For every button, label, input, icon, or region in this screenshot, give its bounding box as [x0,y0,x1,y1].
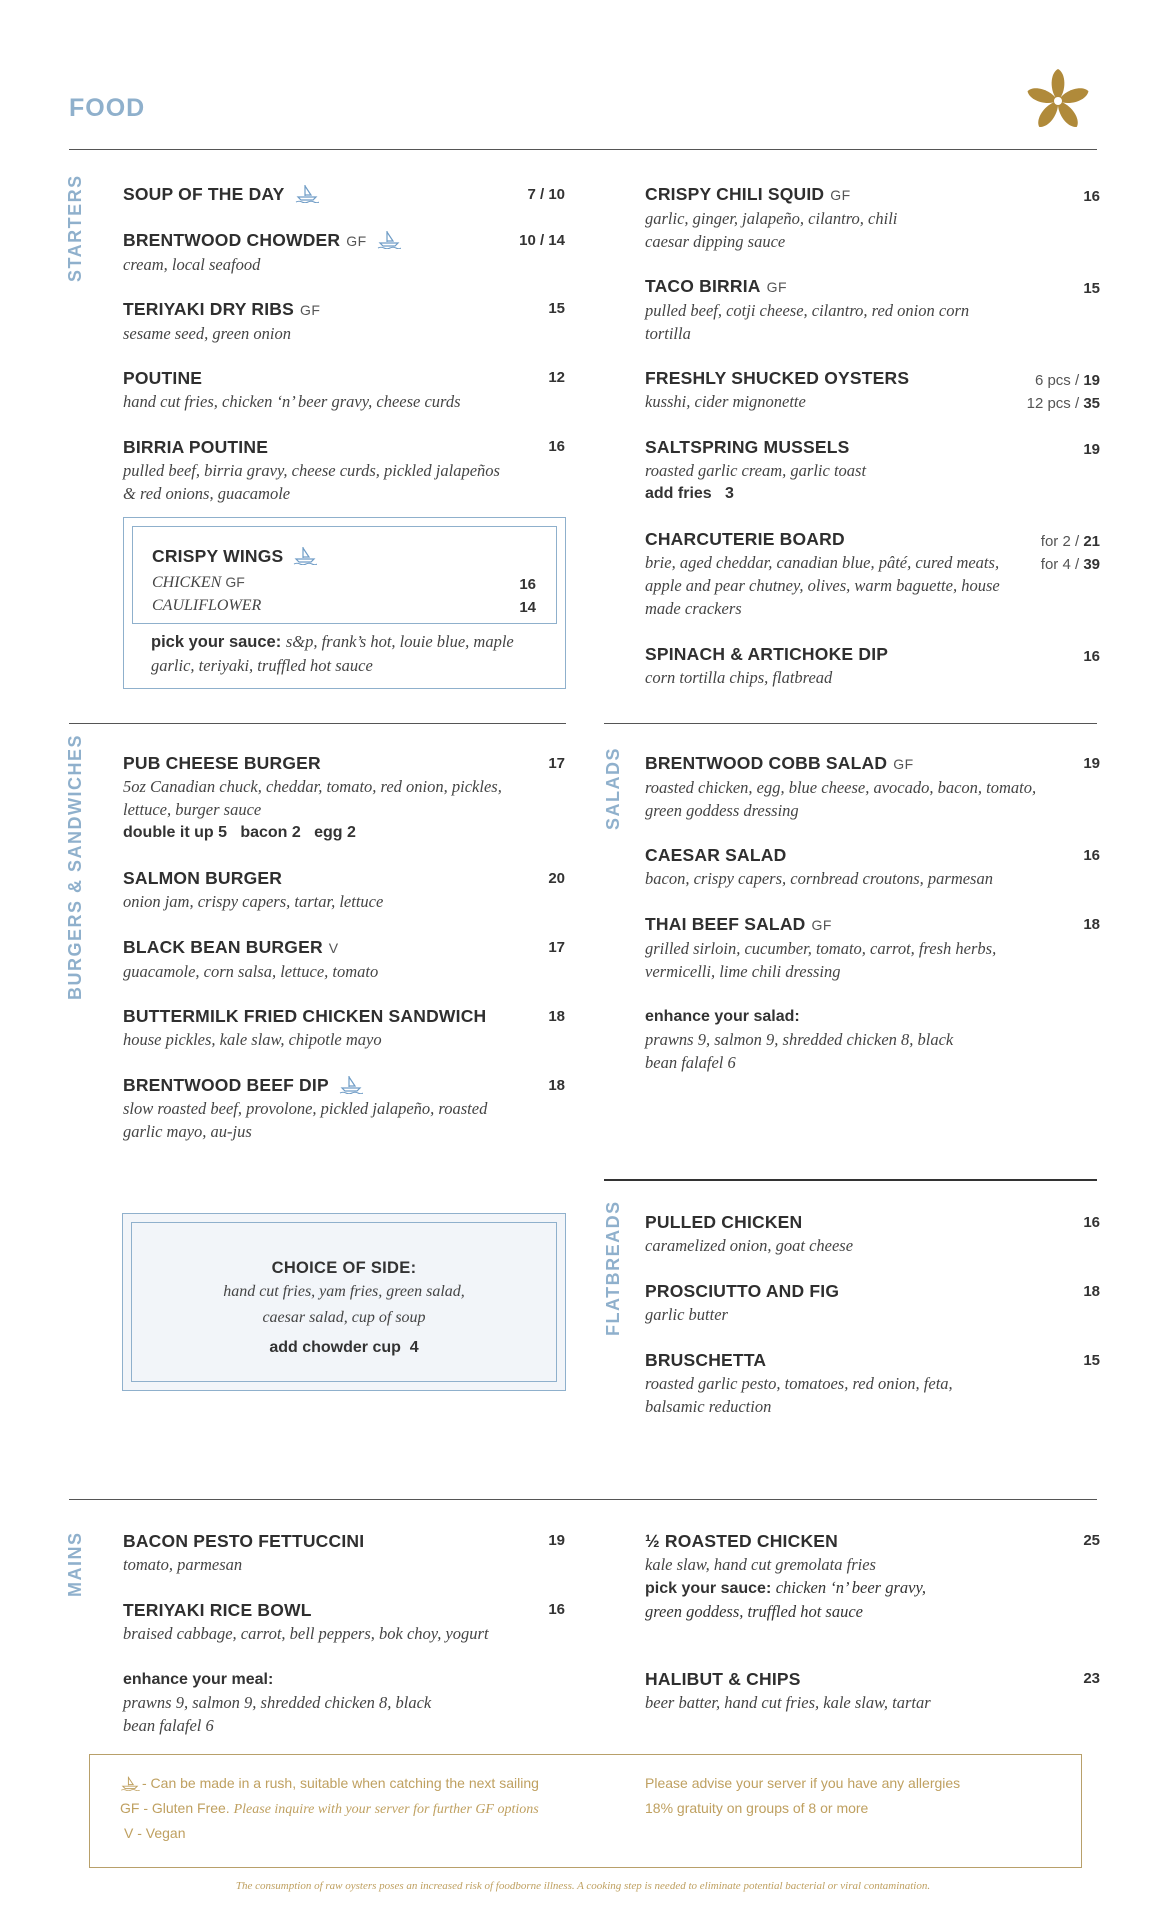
side-title: CHOICE OF SIDE: [271,1259,417,1277]
crispy-wings-box [123,517,566,689]
menu-item [123,229,401,276]
item-price: 15 [1083,1352,1100,1369]
boat-icon [295,183,319,203]
header-divider [69,149,1097,150]
option-price: 14 [519,599,536,616]
menu-item [123,436,503,505]
item-price: 25 [1083,1532,1100,1549]
section-label-flatbreads: FLATBREADS [603,1200,623,1336]
wing-option-chicken [152,574,245,592]
item-name: PROSCIUTTO AND FIG [645,1281,840,1301]
oyster-disclaimer: The consumption of raw oysters poses an increased risk of foodborne illness. A cooking step is needed to eliminate potential bacterial or viral contamination. [235,1880,931,1892]
menu-item [123,867,383,913]
price-qty: for 4 / [1040,556,1080,573]
item-name: CRISPY WINGS [152,546,284,566]
item-price-line [1041,530,1100,553]
meal-enhance [123,1668,433,1737]
item-description: sesame seed, green onion [123,324,292,343]
menu-item [645,1211,853,1257]
item-price: 16 [548,1601,565,1618]
item-price: 23 [1083,1670,1100,1687]
menu-item [645,367,909,413]
gf-tag: GF [299,302,321,318]
item-description: garlic, ginger, jalapeño, cilantro, chili caesar dipping sauce [645,209,898,251]
side-options-line: caesar salad, cup of soup [262,1309,426,1326]
section-divider [604,723,1097,724]
item-price: 17 [548,939,565,956]
item-name: SALTSPRING MUSSELS [645,437,850,457]
extra-price: 3 [725,485,734,502]
item-description: brie, aged cheddar, canadian blue, pâté, cured meats, apple and pear chutney, olives, warm baguette, house made crackers [645,553,1000,618]
item-name: BRUSCHETTA [645,1350,767,1370]
item-price: 10 / 14 [519,232,565,249]
extra-label: add fries [645,485,712,502]
menu-item [645,528,1000,620]
gf-tag: GF [811,917,832,933]
section-label-starters: STARTERS [65,174,85,282]
price-value: 21 [1083,533,1100,550]
item-description: kale slaw, hand cut gremolata fries [645,1555,876,1574]
item-description: bacon, crispy capers, cornbread croutons, parmesan [645,869,993,888]
item-description: onion jam, crispy capers, tartar, lettuce [123,892,384,911]
item-description: corn tortilla chips, flatbread [645,668,833,687]
item-name: BRENTWOOD CHOWDER [123,230,341,250]
sauce-label: pick your sauce: [645,1580,772,1597]
price-value: 19 [1083,372,1100,389]
item-description: slow roasted beef, provolone, pickled jalapeño, roasted garlic mayo, au-jus [123,1099,488,1141]
menu-item [645,643,888,689]
gf-tag: GF [830,187,851,203]
item-price: 20 [548,870,565,887]
legend-gf-prefix: GF - Gluten Free. [120,1800,230,1816]
item-name: POUTINE [123,368,203,388]
sauce-options: s&p, frank’s hot, louie blue, maple garlic, teriyaki, truffled hot sauce [151,632,514,675]
item-description: beer batter, hand cut fries, kale slaw, tartar [645,1693,931,1712]
item-price: 18 [548,1008,565,1025]
menu-item [645,183,935,253]
item-description: grilled sirloin, cucumber, tomato, carrot, fresh herbs, vermicelli, lime chili dressing [645,939,997,981]
item-price: 19 [1083,441,1100,458]
item-price: 16 [1083,1214,1100,1231]
item-name: CRISPY CHILI SQUID [645,184,825,204]
menu-item [152,545,317,568]
menu-item [123,1074,503,1143]
option-label: CHICKEN [152,574,222,591]
item-description: cream, local seafood [123,255,261,274]
wing-option-cauliflower [152,597,261,615]
menu-item [645,436,866,505]
item-description: garlic butter [645,1305,728,1324]
salad-enhance [645,1005,955,1074]
choice-of-side-box [122,1213,566,1391]
menu-item [645,1530,945,1624]
choice-of-side-inner [131,1222,557,1382]
option-price: 16 [519,576,536,593]
item-sauce [645,1576,945,1624]
item-name: BRENTWOOD BEEF DIP [123,1075,329,1095]
sauce-label: pick your sauce: [151,633,282,651]
item-name: PULLED CHICKEN [645,1212,803,1232]
section-divider [69,723,566,724]
item-price: 19 [548,1532,565,1549]
wings-options-box [132,526,557,624]
legend-rush [120,1775,539,1791]
item-description: hand cut fries, chicken ‘n’ beer gravy, cheese curds [123,392,461,411]
item-price: 12 [548,369,565,386]
price-qty: for 2 / [1040,533,1080,550]
gf-tag: GF [766,279,788,295]
item-price: 16 [1083,188,1100,205]
boat-icon [120,1775,140,1791]
menu-item [123,1599,489,1645]
gf-tag: GF [225,574,245,590]
item-description: kusshi, cider mignonette [645,392,806,411]
enhance-label: enhance your meal: [123,1671,274,1688]
legend-gf [120,1800,539,1818]
item-name: ½ ROASTED CHICKEN [645,1531,839,1551]
menu-item [645,844,993,890]
item-name: PUB CHEESE BURGER [123,753,321,773]
menu-item [645,913,1045,983]
sauce-options: chicken ‘n’ beer gravy, green goddess, truffled hot sauce [645,1578,926,1621]
vegan-tag: V [328,940,339,956]
price-value: 35 [1083,395,1100,412]
item-description: roasted garlic cream, garlic toast [645,461,867,480]
item-price: 18 [548,1077,565,1094]
item-name: BIRRIA POUTINE [123,437,269,457]
legend-allergies: Please advise your server if you have any allergies [645,1775,961,1791]
menu-item [123,1005,486,1051]
side-add-chowder: add chowder cup 4 [269,1339,419,1356]
item-name: BLACK BEAN BURGER [123,937,323,957]
item-description: pulled beef, birria gravy, cheese curds, pickled jalapeños & red onions, guacamole [123,461,500,503]
price-qty: 6 pcs / [1034,372,1080,389]
item-name: SOUP OF THE DAY [123,184,285,204]
item-price: 19 [1083,755,1100,772]
menu-item [645,1349,1015,1418]
legend-rush-text: - Can be made in a rush, suitable when catching the next sailing [142,1775,539,1791]
item-price: 17 [548,755,565,772]
section-divider [604,1179,1097,1181]
legend-box [89,1754,1082,1868]
price-value: 39 [1083,556,1100,573]
item-description: roasted chicken, egg, blue cheese, avocado, bacon, tomato, green goddess dressing [645,778,1037,820]
enhance-options: prawns 9, salmon 9, shredded chicken 8, black bean falafel 6 [645,1030,954,1072]
menu-item [645,275,985,345]
item-name: THAI BEEF SALAD [645,914,806,934]
item-name: BRENTWOOD COBB SALAD [645,753,888,773]
section-divider [69,1499,1097,1500]
item-price: 15 [1083,280,1100,297]
section-label-burgers: BURGERS & SANDWICHES [65,733,85,1000]
boat-icon [339,1074,363,1094]
item-name: FRESHLY SHUCKED OYSTERS [645,368,910,388]
item-name: TACO BIRRIA [645,276,761,296]
menu-item [123,1530,364,1576]
section-label-mains: MAINS [65,1531,85,1597]
item-name: CAESAR SALAD [645,845,787,865]
price-qty: 12 pcs / [1026,395,1080,412]
flower-logo-icon [1022,68,1094,134]
option-label: CAULIFLOWER [152,597,262,614]
menu-item [645,1280,839,1326]
item-name: BUTTERMILK FRIED CHICKEN SANDWICH [123,1006,487,1026]
item-description: caramelized onion, goat cheese [645,1236,854,1255]
item-price: 18 [1083,1283,1100,1300]
menu-item [123,936,378,983]
item-extra [645,482,866,505]
item-name: TERIYAKI DRY RIBS [123,299,294,319]
wings-sauce [151,630,551,678]
gf-tag: GF [893,756,914,772]
menu-item [123,183,319,206]
item-name: SALMON BURGER [123,868,283,888]
item-price: 18 [1083,916,1100,933]
item-price-line [1027,392,1100,415]
legend-gratuity: 18% gratuity on groups of 8 or more [645,1800,869,1816]
item-price: 16 [548,438,565,455]
side-options-line: hand cut fries, yam fries, green salad, [223,1283,465,1300]
boat-icon [293,545,317,565]
page-title: FOOD [69,94,146,122]
legend-vegan: V - Vegan [124,1825,186,1841]
item-description: house pickles, kale slaw, chipotle mayo [123,1030,382,1049]
item-name: CHARCUTERIE BOARD [645,529,845,549]
item-description: 5oz Canadian chuck, cheddar, tomato, red onion, pickles, lettuce, burger sauce [123,777,502,819]
menu-item [123,752,518,844]
item-price: 7 / 10 [527,186,565,203]
section-label-salads: SALADS [603,746,623,830]
menu-item [645,1668,931,1714]
item-price: 16 [1083,648,1100,665]
enhance-options: prawns 9, salmon 9, shredded chicken 8, black bean falafel 6 [123,1693,432,1735]
menu-item [123,367,461,413]
item-name: HALIBUT & CHIPS [645,1669,801,1689]
item-price: 16 [1083,847,1100,864]
legend-gf-note: Please inquire with your server for further GF options [233,1802,539,1817]
menu-item [123,298,320,345]
item-description: roasted garlic pesto, tomatoes, red onion, feta, balsamic reduction [645,1374,953,1416]
boat-icon [377,229,401,249]
item-description: guacamole, corn salsa, lettuce, tomato [123,962,379,981]
item-description: pulled beef, cotji cheese, cilantro, red onion corn tortilla [645,301,970,343]
item-price-line [1035,369,1100,392]
item-price-line [1041,553,1100,576]
item-price: 15 [548,300,565,317]
gf-tag: GF [346,233,367,249]
menu-item [645,752,1045,822]
item-name: TERIYAKI RICE BOWL [123,1600,312,1620]
item-description: braised cabbage, carrot, bell peppers, bok choy, yogurt [123,1624,489,1643]
item-description: tomato, parmesan [123,1555,243,1574]
item-extra: double it up 5 bacon 2 egg 2 [123,824,356,841]
item-name: SPINACH & ARTICHOKE DIP [645,644,889,664]
enhance-label: enhance your salad: [645,1008,800,1025]
item-name: BACON PESTO FETTUCCINI [123,1531,365,1551]
